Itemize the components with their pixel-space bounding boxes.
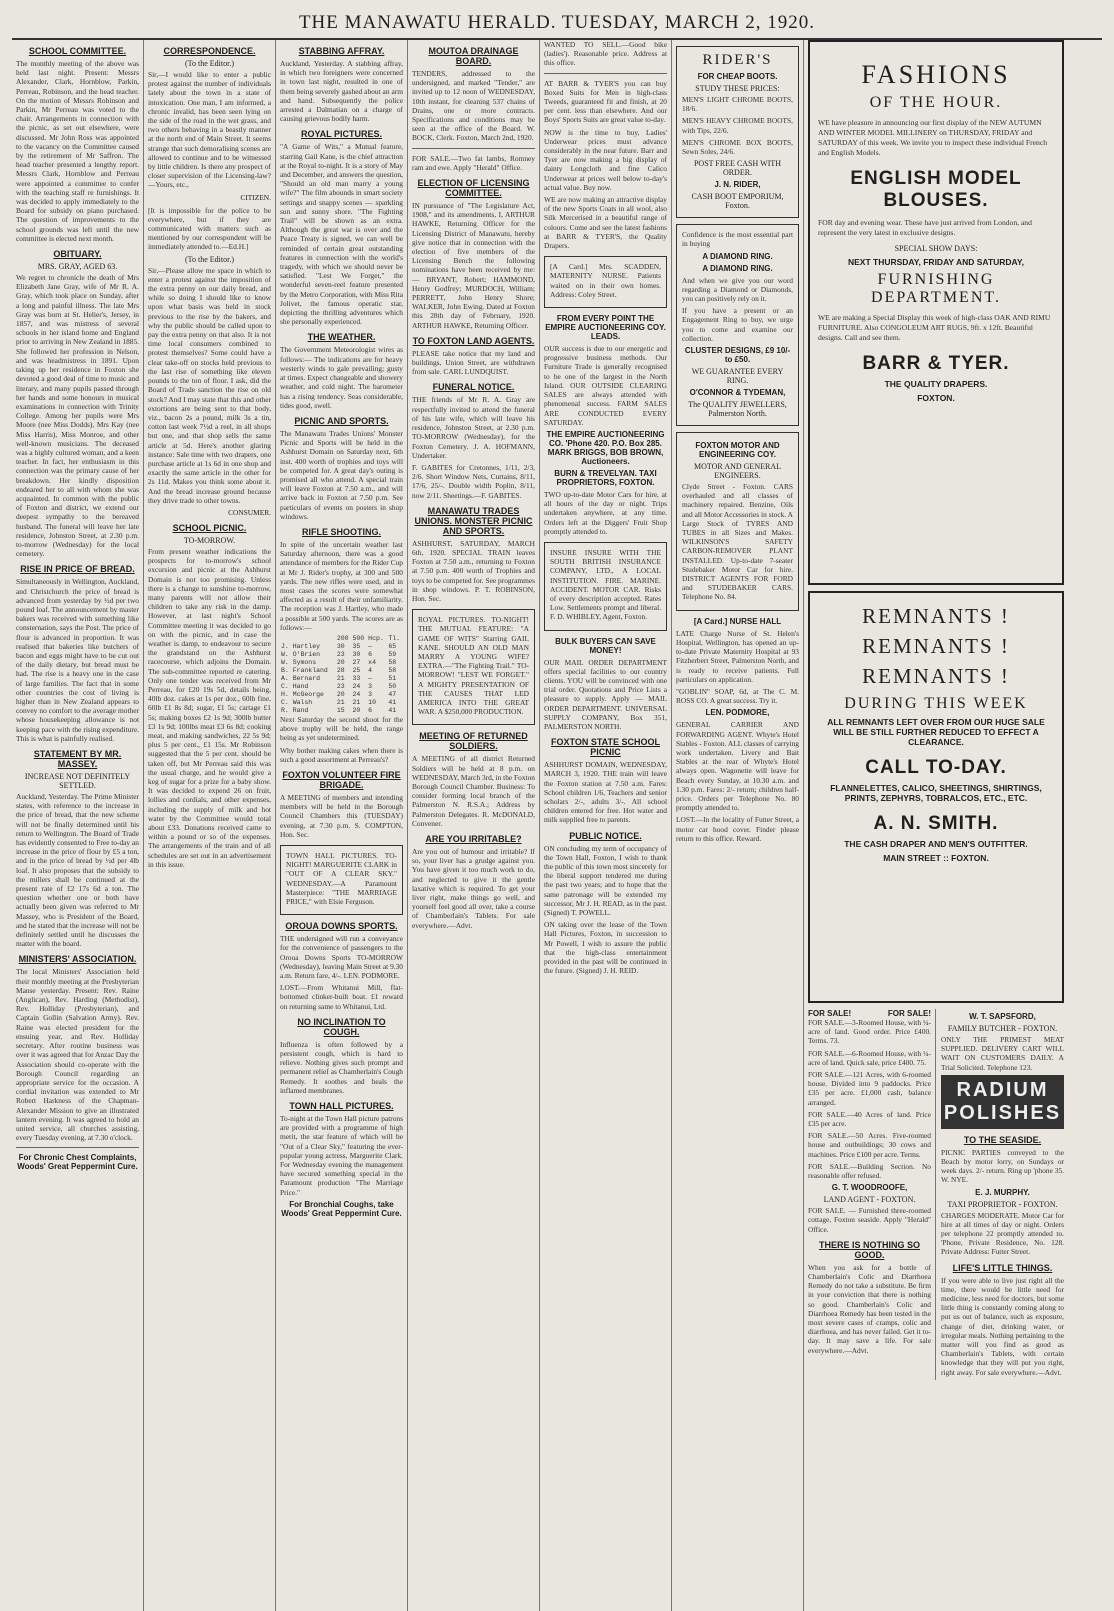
- royal-pictures-text: "A Game of Wits," a Mutual feature, starring Gail Kane, is the chief attraction at the Royal to-night. It is a story of May and December, and answers the question, "Should an old man marry a young wife?" The film abounds in smart society settings and snappy scenes — sparkling sun and sunny shore. "The Fighting Trail" will be shown as an extra. Although the great war is over and the Peace Treaty is signed, we can well be reminded of certain great outstanding features in connection with the world's tragedy, with which we should never be satisfied. "Lest We Forget," the wonderful seven-reel feature presented by the Metro Corporation, with Miss Rita Jolivet, the famous operatic star, depicting the thrilling adventures which she personally experienced.: [280, 142, 403, 327]
- divider: [544, 73, 667, 74]
- for-sale-label: FOR SALE!: [808, 1009, 852, 1018]
- drainage-heading: MOUTOA DRAINAGE BOARD.: [428, 46, 519, 66]
- fire-brigade-heading: FOXTON VOLUNTEER FIRE BRIGADE.: [282, 769, 401, 790]
- table-cell: W. Symons: [281, 658, 317, 666]
- table-cell: 21: [336, 674, 345, 682]
- table-cell: 24: [352, 690, 361, 698]
- obituary-subheading: MRS. GRAY, AGED 63.: [37, 262, 118, 272]
- table-cell: H. McGeorge: [281, 690, 324, 698]
- for-sale-list: [808, 1018, 931, 1180]
- column-6: [672, 40, 804, 1611]
- seaside-heading: TO THE SEASIDE.: [963, 1134, 1042, 1145]
- table-cell: 58: [388, 658, 397, 666]
- smith-footer: MAIN STREET :: FOXTON.: [883, 853, 989, 863]
- table-cell: C. Walsh: [281, 698, 313, 706]
- call-today: CALL TO-DAY.: [865, 757, 1007, 778]
- drainage-text: TENDERS, addressed to the undersigned, and marked "Tender," are invited up to 12 noon of WEDNESDAY, 10th instant, for cleaning 537 chains of Drains, one or more contracts. Specifications and conditions may be seen at the office of the Board. W. BOCK, Clerk. Foxton, March 2nd, 1920.: [412, 69, 535, 143]
- remnants-line: REMNANTS !: [862, 634, 1010, 658]
- obituary-heading: OBITUARY.: [53, 249, 102, 260]
- woodroofe-column: [808, 1009, 936, 1380]
- funeral-text: THE friends of Mr R. A. Gray are respectfully invited to attend the funeral of his late wife, which will leave his residence, Johnston Street, at 2.30 p.m. TO-MORROW (Wednesday), for the Foxton Cemetery. J. A. HOFMANN, Undertaker.: [412, 395, 535, 460]
- table-cell: 20: [336, 658, 345, 666]
- column-7: [804, 40, 1068, 1611]
- column-3: [276, 40, 408, 1611]
- stabbing-heading: STABBING AFFRAY.: [298, 46, 385, 56]
- barr-underwear-ad: NOW is the time to buy, Ladies' Underwear prices must advance considerably in the near future. Barr and Tyer are now making a big display of dainty Longcloth and fine Calico Underwear at prices well below to-day's actual value. Buy now.: [544, 127, 667, 192]
- furnishing-text: WE are making a Special Display this week of high-class OAK AND RIMU FURNITURE. Also CONGOLEUM ART RUGS, 9ft. x 12ft. Beautiful designs. Call and see them.: [818, 313, 1051, 342]
- remnants-line: REMNANTS !: [862, 664, 1010, 688]
- list-item: FOR SALE.—50 Acres. Five-roomed house and outbuildings; 30 cows and machines. Price £100 per acre. Terms.: [808, 1131, 931, 1159]
- for-sale-header: [808, 1009, 931, 1018]
- rider-price: MEN'S HEAVY CHROME BOOTS, with Tips, 22/6.: [682, 116, 793, 135]
- table-row: [280, 707, 403, 715]
- jeweller-text: Confidence is the most essential part in buying: [682, 230, 793, 249]
- little-things-text: If you were able to live just right all the time, there would be little need for medicine, less need for doctors, but some little thing is constantly coming along to put us out of balance, such as exposure, change of diet, drinking water, or irregular meals. Nothing pertaining to the matter will you find as good as Chamberlain's Tablets, with certain knowledge that they will put you right, right away. For sale everywhere.—Advt.: [941, 1275, 1064, 1377]
- table-cell: 65: [388, 642, 397, 650]
- scadden-card: [544, 256, 667, 308]
- rifle-scores-table: [280, 635, 403, 715]
- table-cell: W. O'Brien: [281, 650, 321, 658]
- table-cell: —: [368, 642, 373, 650]
- rider-footer: CASH BOOT EMPORIUM, Foxton.: [691, 192, 784, 211]
- massey-subheading: INCREASE NOT DEFINITELY SETTLED.: [24, 772, 131, 791]
- jeweller-ad: [676, 224, 799, 426]
- cough-text: Influenza is often followed by a persistent cough, which is hard to relieve. Nothing gives such prompt and permanent relief as Chamberlain's Cough Remedy. It soothes and heals the inflamed membranes.: [280, 1039, 403, 1095]
- table-row: [280, 643, 403, 651]
- letter-text: Sir,—I would like to enter a public protest against the number of individuals lately about the town in a state of intoxication. One man, I am informed, a chronic invalid, has been seen lying on the side of the road in the wet grass, and two others behaving in a beastly manner at the north end of Main Street. It seems strange that such demoralising scenes are allowed to continue and to be witnessed by little children. Is there any prospect of closer supervision of the Licensing-law?—Yours, etc.,: [148, 70, 271, 190]
- jeweller-text: If you have a present or an Engagement Ring to buy, we urge you to come and examine our collection.: [682, 306, 793, 343]
- table-header: Tl.: [388, 634, 401, 642]
- school-picnic-subheading: TO-MORROW.: [183, 535, 236, 545]
- letter-signature: CONSUMER.: [228, 507, 271, 517]
- table-cell: 6: [368, 650, 373, 658]
- fire-brigade-text: A MEETING of members and intending members will be held in the Borough Council Chambers this (TUESDAY) evening, at 7.30 p.m. S. COMPTON, Hon. Sec.: [280, 792, 403, 839]
- little-things-heading: LIFE'S LITTLE THINGS.: [952, 1262, 1053, 1273]
- barr-suits-ad: AT BARR & TYER'S you can buy Boxed Suits for Men in high-class Tweeds, guaranteed fit and finish, at 20 per cent. less than elsewhere. And our Boys' Sports Suits are great value to-day.: [544, 78, 667, 125]
- table-cell: 10: [368, 698, 376, 706]
- table-header: Hcp.: [368, 634, 384, 642]
- motor-heading: FOXTON MOTOR AND ENGINEERING COY.: [695, 441, 780, 460]
- massey-heading: STATEMENT BY MR. MASSEY.: [33, 749, 122, 770]
- insurance-text: INSURE INSURE WITH THE SOUTH BRITISH INSURANCE COMPANY, LTD., A LOCAL INSTITUTION. FIRE. MARINE. ACCIDENT. MOTOR CAR. Risks of every description accepted. Rates Low. Settlements prompt and liberal. F. D. WHIBLEY, Agent, Foxton.: [550, 547, 661, 622]
- table-cell: 58: [388, 666, 397, 674]
- town-hall-ad-text: TOWN HALL PICTURES. TO-NIGHT! MARGUERITE CLARK in "OUT OF A CLEAR SKY." WEDNESDAY.—A Paramount Masterpiece: "THE MARRIAGE PRICE," with Elsie Ferguson.: [286, 851, 397, 907]
- masthead: THE MANAWATU HERALD. TUESDAY, MARCH 2, 1920.: [12, 10, 1102, 40]
- divider: [16, 1147, 139, 1148]
- table-cell: C. Hand: [281, 682, 309, 690]
- soldiers-text: A MEETING of all district Returned Soldiers will be held at 8 p.m. on WEDNESDAY, March 3rd, in the Foxton Borough Council Chamber. Business: To consider forming local branch of the Palmerston N. R.S.A.; Address by Palmerston Delegates. R. McDONALD, Convener.: [412, 754, 535, 828]
- nothing-so-good-heading: THERE IS NOTHING SO GOOD.: [818, 1239, 920, 1260]
- rider-name: J. N. RIDER,: [714, 180, 761, 190]
- table-header: [280, 635, 336, 643]
- table-cell: 59: [388, 650, 397, 658]
- trades-unions-text: ASHHURST, SATURDAY, MARCH 6th, 1920. SPECIAL TRAIN leaves Foxton at 7.50 a.m., returning to Foxton at 7.50 p.m. 400 worth of Trophies and toys to be competed for. See programmes in shop windows. P. T. ROBINSON, Hon. Sec.: [412, 538, 535, 603]
- school-committee-heading: SCHOOL COMMITTEE.: [28, 46, 127, 56]
- bread-text: Simultaneously in Wellington, Auckland, and Christchurch the price of bread is advanced from yesterday by ½d per two pound loaf. The announcement by master bakers was received with something like consternation, says the Post. The price of flour is advanced in proportion. It was realised that bakeries like butchers of bacon and eggs might have to be cut out of the daily dietary, but bread must be had. The rise is a heavy one in the case of large families. The fact that in some other countries the cost of living is higher than in New Zealand appears to convey no comfort to the average mother whose housekeeping allowance is not keeping pace with the rising expenditure. This is what is painfully realised.: [16, 577, 139, 743]
- irritable-heading: ARE YOU IRRITABLE?: [425, 834, 522, 844]
- table-cell: 27: [352, 658, 361, 666]
- peppermint-ad: For Bronchial Coughs, take Woods' Great Peppermint Cure.: [281, 1199, 402, 1218]
- town-hall-ad: [280, 845, 403, 915]
- royal-pictures-ad: [412, 609, 535, 725]
- ministers-text: The local Ministers' Association held their monthly meeting at the Presbyterian Manse yesterday. Present: Rev. Raine (Anglican), Rev. Harding (Methodist), Rev. Holliday (Presbyterian), and Captain Gollin (Salvation Army). Rev. Raine was elected president for the ensuing year, and Rev. Holliday secretary. After routine business was over it was agreed that for Anzac Day the Association should co-operate with the Borough Council regarding an appropriate service for the occasion. A cordial invitation was extended to Mr Robert Harkness of the Chapman-Alexander Mission to give an illustrated lantern evening. It was agreed to hold an united service, all churches assisting, every Tuesday evening, at 7.30 o'clock.: [16, 967, 139, 1143]
- gabites-ad: F. GABITES for Cretonnes, 1/11, 2/3, 2/6. Short Window Nets, Curtains, 8/11, 17/6, 25/-. Double width Poplin, 8/11, now 2/11. Sheetings.—F. GABITES.: [412, 462, 535, 500]
- show-days: NEXT THURSDAY, FRIDAY AND SATURDAY,: [847, 257, 1024, 267]
- woodroofe-name: G. T. WOODROOFE,: [831, 1183, 908, 1193]
- smith-ad: [808, 591, 1064, 1003]
- table-cell: 20: [352, 706, 361, 714]
- auction-heading: FROM EVERY POINT THE EMPIRE AUCTIONEERING COY. LEADS.: [545, 314, 666, 342]
- letter-text: Sir,—Please allow me space in which to enter a protest against the imposition of the extra penny on our daily bread, and while so doing I should like to know upon what basis was held in stock previous to the rise by the bakers, and why the public should be called upon to pay the extra penny on that also. It is not time local consumers combined to protest themselves? Some could have a clear take-off on stocks held previous to the last rise of something like eleven pounds to the ton of flour. I ask, did the Board of Trade sanction the rise on old stock? And I may state that this and other extortions are being sent to that body, viz., bacon 2s a pound, milk 3s a tin, cotton last week 7½d a reel, in all shops but one, and that shop sells the same article at 5d. Here's another glaring instance: Sale time with two drapers, one purchase article at 1s 6d in one shop and exactly the same article in the other for 2s 11d. Makes you think some about it. And the bread increase ground because they drive trade to other towns.: [148, 265, 271, 505]
- stabbing-text: Auckland, Yesterday. A stabbing affray, in which two foreigners were concerned in town last night, resulted in one of them being severely gashed about an arm and hand. Subsequently the police arrested a Dalmatian on a charge of causing grievous bodily harm.: [280, 59, 403, 124]
- murphy-name: E. J. MURPHY.: [975, 1187, 1030, 1197]
- weather-text: The Government Meteorologist wires as follows:— The indications are for heavy westerly winds to gale prevailing; gusty at times. Expect changeable and showery weather, and cold night. The barometer has a rising tendency. Seas considerable, tides good, swell.: [280, 345, 403, 410]
- table-header: 200: [336, 634, 349, 642]
- table-cell: 21: [352, 698, 361, 706]
- trades-unions-heading: MANAWATU TRADES UNIONS. MONSTER PICNIC AND SPORTS.: [414, 505, 533, 536]
- royal-pictures-heading: ROYAL PICTURES.: [300, 129, 383, 140]
- picnic-sports-heading: PICNIC AND SPORTS.: [294, 415, 389, 426]
- guarantee: WE GUARANTEE EVERY RING.: [691, 367, 784, 386]
- table-cell: 24: [352, 682, 361, 690]
- bulk-buyers-text: OUR MAIL ORDER DEPARTMENT offers special facilities to our country clients. YOU will be convinced with one trial order. Quotations and Price Lists a pleasure to supply. Apply — MAIL ORDER DEPARTMENT. UNIVERSAL SUPPLY COMPANY, Box 351, PALMERSTON NORTH.: [544, 657, 667, 731]
- scadden-text: [A Card.] Mrs. SCADDEN, MATERNITY NURSE. Patients waited on in their own homes. Address: Coley Street.: [550, 262, 661, 299]
- table-cell: 4: [368, 666, 373, 674]
- table-cell: 23: [336, 682, 345, 690]
- cough-heading: NO INCLINATION TO COUGH.: [297, 1016, 386, 1037]
- sapsford-name: W. T. SAPSFORD,: [969, 1012, 1036, 1021]
- taxi-text: TWO up-to-date Motor Cars for hire, at all hours of the day or night. Trips undertaken anywhere, at any time. Orders left at the Diggers' Fruit Shop promptly attended to.: [544, 489, 667, 536]
- jeweller-text: And when we give you our word regarding a Diamond or Diamonds, you can positively rely on it.: [682, 275, 793, 304]
- to-editor-label: (To the Editor.): [185, 254, 234, 264]
- state-school-text: ASHHURST DOMAIN, WEDNESDAY, MARCH 3, 1920. THE train will leave the Foxton station at 7.50 a.m. Fares: School children 1/6, Teachers and senior scholars 2/-, adults 3/-. All school children entered for free. Hot water and milk supplied free to parents.: [544, 760, 667, 825]
- goblin-soap-ad: "GOBLIN" SOAP, 6d, at The C. M. ROSS CO. A great success. Try it.: [676, 686, 799, 706]
- lost-boat-notice: LOST.—From Whitanui Mill, flat-bottomed clinker-built boat. £1 reward on returning same to Whitanui, Ltd.: [280, 983, 403, 1011]
- podmore-heading: LEN. PODMORE,: [705, 708, 770, 718]
- rider-ad: [676, 46, 799, 218]
- public-notice-text: ON concluding my term of occupancy of the Town Hall, Foxton, I wish to thank the public of this town most sincerely for the liberal support tendered me during the past two years; and to hope that the same patronage will be extended my successor, Mr J. H. READ, as in the past. (Signed) T. POWELL.: [544, 843, 667, 918]
- public-notice-heading: PUBLIC NOTICE.: [569, 830, 642, 841]
- table-header: 500: [352, 634, 365, 642]
- oroua-downs-heading: OROUA DOWNS SPORTS.: [285, 921, 398, 932]
- peppermint-ad: For Chronic Chest Complaints, Woods' Great Peppermint Cure.: [17, 1153, 138, 1172]
- letter-signature: CITIZEN.: [240, 192, 271, 202]
- podmore-text: GENERAL CARRIER AND FORWARDING AGENT. Whyte's Hotel Stables - Foxton. ALL classes of carrying work undertaken. Livery and Bait Stables at the rear of Whyte's Hotel always open. Wagonette will leave for Beach every Sunday, at 10.30 a.m. and 1.30 p.m. Fares: 2/- return; children half-price. Orders per Telephone No. 80 promptly attended to.: [676, 720, 799, 813]
- table-row: [280, 651, 403, 659]
- table-cell: 35: [352, 642, 361, 650]
- table-cell: 30: [336, 642, 345, 650]
- state-school-heading: FOXTON STATE SCHOOL PICNIC: [550, 737, 660, 758]
- land-agents-heading: TO FOXTON LAND AGENTS.: [412, 335, 535, 346]
- fashions-title: FASHIONS: [861, 60, 1011, 89]
- table-cell: 41: [388, 698, 397, 706]
- lambs-for-sale: FOR SALE.—Two fat lambs, Romney ram and ewe. Apply "Herald" Office.: [412, 153, 535, 172]
- rider-post: POST FREE CASH WITH ORDER.: [693, 159, 782, 178]
- school-picnic-heading: SCHOOL PICNIC.: [172, 522, 247, 533]
- table-row: [280, 667, 403, 675]
- fashions-subtitle: OF THE HOUR.: [869, 94, 1003, 111]
- baking-note: Why bother making cakes when there is such a good assortment at Perreau's?: [280, 745, 403, 764]
- smith-subtitle: THE CASH DRAPER AND MEN'S OUTFITTER.: [844, 839, 1028, 849]
- sapsford-text: ONLY THE PRIMEST MEAT SUPPLIED. DELIVERY CART WILL WAIT ON CUSTOMERS DAILY. A Trial Solicited. Telephone 123.: [941, 1035, 1064, 1072]
- motor-subheading: MOTOR AND GENERAL ENGINEERS.: [694, 462, 781, 481]
- table-cell: 50: [388, 682, 397, 690]
- town-hall-heading: TOWN HALL PICTURES.: [289, 1101, 394, 1112]
- table-cell: 20: [336, 690, 345, 698]
- rider-price: MEN'S CHROME BOX BOOTS, Sewn Soles, 24/6.: [682, 137, 793, 157]
- cluster-designs: CLUSTER DESIGNS, £9 10/- to £50.: [684, 346, 791, 365]
- reid-notice-text: ON taking over the lease of the Town Hall Pictures, Foxton, in succession to Mr Powell, I wish to assure the public that the high-class entertainment provided in the past will be continued in the future. (Signed) J. H. REID.: [544, 920, 667, 976]
- table-cell: J. Hartley: [281, 642, 321, 650]
- royal-pictures-ad-text: ROYAL PICTURES. TO-NIGHT! THE MUTUAL FEATURE: "A GAME OF WITS" Starring GAIL KANE. SHOULD AN OLD MAN MARRY A YOUNG WIFE? EXTRA.—"The Fighting Trail." TO-MORROW! "LEST WE FORGET." A MIGHTY PRESENTATION OF THE CAUSES THAT LED AMERICA INTO THE GREAT WAR. A $250,000 PRODUCTION.: [418, 615, 529, 717]
- table-row: [280, 683, 403, 691]
- blouses-text: FOR day and evening wear. These have just arrived from London, and represent the very latest in exclusive designs.: [818, 218, 1032, 237]
- seaside-text: PICNIC PARTIES conveyed to the Beach by motor lorry, on Sundays or week days. 2/- return. Ring up 'phone 35. W. NYE.: [941, 1147, 1064, 1185]
- table-cell: 51: [388, 674, 397, 682]
- murphy-subtitle: TAXI PROPRIETOR - FOXTON.: [947, 1199, 1058, 1209]
- list-item: FOR SALE.—3-Roomed House, with ¼-acre of land. Good order. Price £400. Terms. 73.: [808, 1018, 931, 1046]
- bike-for-sale: WANTED TO SELL.—Good bike (ladies'). Reasonable price. Address at this office.: [544, 40, 667, 68]
- table-cell: 23: [336, 650, 345, 658]
- jeweller-name: O'CONNOR & TYDEMAN,: [689, 388, 786, 398]
- barr-tyer-title: BARR & TYER.: [862, 353, 1010, 374]
- column-2: [144, 40, 276, 1611]
- column-1: [12, 40, 144, 1611]
- obituary-text: We regret to chronicle the death of Mrs Elizabeth Jane Gray, wife of Mr R. A. Gray, which took place on Sunday, after a long and painful illness. The late Mrs Gray was born at St. Helier's, Jersey, in 1857, and was mistress of several schools in her island home and England prior to arriving in New Zealand in 1885. She followed her profession in Nelson, and was headmistress in 1891. Upon taking up her residence in Foxton she devoted a good deal of time to music and literary, and many pupils passed through her hands and some honours in musical examinations in connection with Trinity College. Among her pupils were Mrs Moore (nee Miss Dodds), Mrs Kay (nee Miss Harris), Miss Monroe, and other well-known musicians. The deceased was a highly cultured woman, and a keen teacher. In fact, her enthusiasm in this connection was the primary cause of her breakdown. Her kindly disposition endeared her to all with whom she was acquainted. In common with the public of Foxton and district, we extend our deepest sympathy to the bereaved husband. The funeral will leave her late residence, Johnston Street, at 2.30 p.m. to-morrow (Wednesday) for the local cemetery.: [16, 273, 139, 559]
- table-row: [280, 699, 403, 707]
- bottom-ads: [808, 1009, 1064, 1380]
- sapsford-column: [936, 1009, 1064, 1380]
- table-cell: 25: [352, 666, 361, 674]
- rider-price: MEN'S LIGHT CHROME BOOTS, 18/6.: [682, 95, 793, 114]
- rider-subtitle: FOR CHEAP BOOTS.: [697, 72, 778, 81]
- nurse-heading: [A Card.] NURSE HALL: [693, 616, 782, 626]
- call-text: FLANNELETTES, CALICO, SHEETINGS, SHIRTINGS, PRINTS, ZEPHYRS, TOBRALCOS, ETC., ETC.: [830, 783, 1042, 803]
- barr-tyer-subtitle: THE QUALITY DRAPERS.: [884, 379, 988, 389]
- table-cell: A. Bernard: [281, 674, 321, 682]
- table-cell: 15: [336, 706, 345, 714]
- table-cell: B. Frankland: [281, 666, 328, 674]
- picnic-sports-text: The Manawatu Trades Unions' Monster Picnic and Sports will be held in the Ashhurst Domain on Saturday next, 6th inst. 400 worth of trophies and toys will be competed for. A great day's outing is promised all who attend. A special train will leave Foxton at 7.50 a.m., and will arrive back in Foxton at 7.50 p.m. See particulars of events on posters in shop windows.: [280, 428, 403, 521]
- rider-title: RIDER'S: [702, 52, 773, 68]
- table-cell: R. Rand: [281, 706, 309, 714]
- column-5: [540, 40, 672, 1611]
- school-committee-text: The monthly meeting of the above was held last night. Present: Messrs Alexander, Clark, Hornblow, Parkin, Perreau, Robinson, and the head teacher. On the motion of Messrs Robinson and Parkin, Mr Perreau was voted to the chair. Arrangements in connection with the picnic, as set out elsewhere, were discussed. Mr John Ross was appointed to the vacancy on the Committee caused by the retirement of Mr Saffron. The head teacher presented a lengthy report. Messrs Clark, Hornblow and Perreau were appointed a committee to confer with the teaching staff re furnishings. It was decided to apply immediately to the Board for subsidy on piano purchased. The question of improvements to the school grounds was left until the new committee is elected next month.: [16, 59, 139, 243]
- rifle-text: In spite of the uncertain weather last Saturday afternoon, there was a good attendance of members for the Rider Cup at Mr J. Rider's trophy, at 300 and 500 yards. The new rifles were used, and in most cases the scores were somewhat affected as a result of their unfamiliarity. The reception was J. Hartley, who made a possible at 500 yards. The scores are as follows:—: [280, 539, 403, 632]
- table-cell: 33: [352, 674, 361, 682]
- furnished-cottage: FOR SALE. — Furnished three-roomed cottage, Foxton seaside. Apply "Herald" Office.: [808, 1206, 931, 1234]
- table-cell: 30: [352, 650, 361, 658]
- table-cell: 3: [368, 690, 373, 698]
- editor-note: [It is impossible for the police to be everywhere, but if they are communicated with matters such as mentioned by our correspondent will be immediately attended to.—Ed.H.]: [148, 205, 271, 252]
- funeral-heading: FUNERAL NOTICE.: [432, 382, 515, 393]
- blouses-title: ENGLISH MODEL BLOUSES.: [850, 168, 1022, 211]
- barr-tyer-footer: FOXTON.: [917, 393, 955, 403]
- sapsford-subtitle: FAMILY BUTCHER - FOXTON.: [947, 1024, 1058, 1033]
- table-cell: 6: [368, 706, 373, 714]
- diamond-ring-label: A DIAMOND RING.: [702, 263, 773, 273]
- ministers-heading: MINISTERS' ASSOCIATION.: [18, 954, 137, 965]
- oroua-downs-text: THE undersigned will run a conveyance for the convenience of passengers to the Oroua Downs Sports TO-MORROW (Wednesday), leaving Main Street at 9.30 a.m. Return fare, 4/-. LEN. PODMORE.: [280, 934, 403, 981]
- list-item: FOR SALE.—6-Roomed House, with ¼-acre of land. Quick sale, price £400. 75.: [808, 1048, 931, 1067]
- diamond-ring-label: A DIAMOND RING.: [702, 251, 773, 261]
- furnishing-title: FURNISHING DEPARTMENT.: [871, 271, 1001, 306]
- remnants-line: REMNANTS !: [862, 604, 1010, 628]
- special-days-label: SPECIAL SHOW DAYS:: [894, 244, 978, 253]
- murphy-text: CHARGES MODERATE. Motor Car for hire at all times of day or night. Orders per telephone 22 promptly attended to. 'Phone, Private Residence, No. 128. Private Address: Futter Street.: [941, 1210, 1064, 1257]
- soldiers-heading: MEETING OF RETURNED SOLDIERS.: [419, 731, 528, 752]
- lost-hood-notice: LOST.—In the locality of Futter Street, a motor car hood cover. Finder please return to this office. Reward.: [676, 815, 799, 843]
- smith-title: A. N. SMITH.: [873, 813, 999, 834]
- list-item: FOR SALE.—121 Acres, with 6-roomed house. Divided into 9 paddocks. Price £35 per acre. £1,000 cash, balance arranged.: [808, 1070, 931, 1107]
- motor-ad: [676, 432, 799, 611]
- insurance-ad: [544, 542, 667, 631]
- motor-text: Clyde Street - Foxton. CARS overhauled and all classes of machinery repaired. Benzine, Oils and all Motor Accessories in stock. A Large Stock of TYRES AND TUBES in all Sizes and Makes. WILKINSON'S SAFETY CARBON-REMOVER PLANT INSTALLED. Up-to-date 7-seater Studebaker Motor Car for hire. DISTRICT AGENTS FOR FORD and STUDEBAKER CARS. Telephone No. 84.: [682, 482, 793, 602]
- table-cell: 21: [336, 698, 345, 706]
- jeweller-footer: The QUALITY JEWELLERS, Palmerston North.: [688, 400, 787, 419]
- table-header-row: [280, 635, 403, 643]
- table-cell: 28: [336, 666, 345, 674]
- barr-tyer-ad: [808, 40, 1064, 585]
- table-cell: 47: [388, 690, 397, 698]
- weather-heading: THE WEATHER.: [307, 332, 376, 343]
- table-cell: 41: [388, 706, 397, 714]
- rider-study: STUDY THESE PRICES:: [695, 84, 780, 93]
- for-sale-label: FOR SALE!: [887, 1009, 931, 1018]
- during-week: DURING THIS WEEK: [844, 695, 1028, 712]
- to-editor-label: (To the Editor.): [185, 59, 234, 68]
- woodroofe-subtitle: LAND AGENT - FOXTON.: [823, 1195, 916, 1205]
- irritable-text: Are you out of humour and irritable? If so, your liver has a grudge against you. You have given it too much work to do, and neglected to give it the gentle laxative which is required. To get your liver right, make things go well, and yourself feel good all over, take a course of Chamberlain's Tablets. For sale everywhere.—Advt.: [412, 847, 535, 930]
- school-picnic-text: From present weather indications the prospects for to-morrow's school excursion and picnic at the Ashhurst Domain is not too promising. Unless there is a change to sunshine to-morrow, many parents will not allow their children to take any risk in the damp. However, at last night's School Committee meeting it was decided to go on with the picnic, and in case the weather is damp, to endeavour to secure the grandstand on the Ashhurst racecourse, which adjoins the Domain. The sub-committee reported re catering. Only one tender was received from Mr Perreau, for £20 19s 5d, details being, 40lb doz. cakes at 1s per doz., 60lb fine, 60lb £1 8s 8d; sugar, £1 5s; cartage £1 5s; making boxes £2 1s 9d; 300lb butter £3 1s 9d; 100lbs meat £3 6s 8d; cooking meat, and making sandwiches, 22 5s 9d; plus 5 per cent., £1 15s. Mr Robinson suggested that the 5 per cent. should be taken off, but Mr Perreau said this was the usual charge, and he would give a keg of sugar for a prize for a baby show. It was decided to expend 26 on fruit, lollies and cordials, and other expenses, including the supply of milk and hot water by the Committee would total about £33. Donations received came to within a pound or so of the expenses. The arrangements of the train and of all schedules are set out in an advertisement in this issue.: [148, 546, 271, 869]
- nothing-so-good-text: When you ask for a bottle of Chamberlain's Colic and Diarrhoea Remedy do not take a substitute. Be firm in your conviction that there is nothing so good. Chamberlain's Colic and Diarrhoea Remedy has been tested in the most severe cases of cramps, colic and diarrhoea, and has never failed. Get it to-day. It may save a life. For sale everywhere.—Advt.: [808, 1262, 931, 1355]
- table-row: [280, 659, 403, 667]
- table-cell: —: [368, 674, 373, 682]
- list-item: FOR SALE.—40 Acres of land. Price £35 per acre.: [808, 1109, 931, 1129]
- fashions-text: WE have pleasure in announcing our first display of the NEW AUTUMN AND WINTER MODEL MILLINERY on THURSDAY, FRIDAY and SATURDAY of this week. We invite you to inspect these individual French and English Models.: [818, 118, 1048, 157]
- correspondence-heading: CORRESPONDENCE.: [163, 46, 256, 56]
- auction-text: OUR success is due to our energetic and progressive business methods. Our Furniture Trade is generally recognised to be one of the largest in the North Island. OUR OUTSIDE CLEARING SALES are always attended with phenomenal success. FARM SALES ARE CONDUCTED EVERY SATURDAY.: [544, 344, 667, 427]
- remnants-text: ALL REMNANTS LEFT OVER FROM OUR HUGE SALE WILL BE STILL FURTHER REDUCED TO EFFECT A CLEARANCE.: [827, 717, 1045, 747]
- table-cell: x4: [368, 658, 376, 666]
- land-agents-text: PLEASE take notice that my land and buildings, Union Street, are withdrawn from sale. CARL LUNDQUIST.: [412, 348, 535, 377]
- column-4: [408, 40, 540, 1611]
- election-text: IN pursuance of "The Legislature Act, 1908," and its amendments, I, ARTHUR HAWKE, Returning Officer for the Licensing District of Manawatu, hereby give notice that in connection with the election of five members of the Licensing Bench the following nominations have been received by me:— BRYANT, Robert; HAMMOND, Henry Godfrey; MURDOCH, William; PERRETT, John Henry Shore; WALKER, John Ewing. Dated at Foxton this 28th day of February, 1920. ARTHUR HAWKE, Returning Officer.: [412, 201, 535, 330]
- rifle-heading: RIFLE SHOOTING.: [301, 526, 381, 537]
- election-heading: ELECTION OF LICENSING COMMITTEE.: [417, 178, 530, 199]
- massey-text: Auckland, Yesterday. The Prime Minister states, with reference to the increase in the price of bread, that the new scheme will not be finally determined until his return to Wellington. The Board of Trade has evidently consented to Free to-day an increase in the price of flour by £5 a ton, and in the price of bread by ½d per 4lb loaf. It also proposes that the subsidy to the millers shall be continued at the present rate of £2 17s 6d a ton. The question whether one or both have actually been given was referred to Mr Massey, who is President of the Board, and he stated that the increase will not be definitely settled until he discusses the matter with the board.: [16, 792, 139, 949]
- nurse-text: LATE Charge Nurse of St. Helen's Hospital, Wellington, has opened an up-to-date Private Maternity Hospital at 93 Fitzherbert Street, Palmerston North, and is ready to receive patients. Full particulars on application.: [676, 628, 799, 684]
- table-cell: 3: [368, 682, 373, 690]
- radium-polish-ad: RADIUM POLISHES: [941, 1075, 1064, 1129]
- town-hall-text: To-night at the Town Hall picture patrons are provided with a programme of high merit, the star feature of which will be "Out of a Clear Sky," featuring the ever-popular young actress, Marguerite Clark. For Wednesday evening the management have secured something special in the Paramount production "The Marriage Price.": [280, 1114, 403, 1197]
- bread-heading: RISE IN PRICE OF BREAD.: [20, 564, 135, 575]
- auction-footer: THE EMPIRE AUCTIONEERING CO. 'Phone 420. P.O. Box 285. MARK BRIGGS, BOB BROWN, Auctioneers.: [546, 429, 665, 466]
- divider: [412, 148, 535, 149]
- taxi-heading: BURN & TREVELYAN. TAXI PROPRIETORS, FOXTON.: [554, 468, 657, 487]
- rifle-tail-text: Next Saturday the second shoot for the above trophy will be held, the range being as yet undetermined.: [280, 714, 403, 743]
- barr-coats-ad: WE are now making an attractive display of the new Sports Coats in all wool, also Silk Mercerised in a beautiful range of colours. Come and see the latest fashions at BARR & TYER'S, the Quality Drapers.: [544, 195, 667, 251]
- table-row: [280, 691, 403, 699]
- columns: [12, 40, 1102, 1611]
- bulk-buyers-heading: BULK BUYERS CAN SAVE MONEY!: [555, 636, 656, 655]
- list-item: FOR SALE.—Building Section. No reasonable offer refused.: [808, 1161, 931, 1181]
- table-row: [280, 675, 403, 683]
